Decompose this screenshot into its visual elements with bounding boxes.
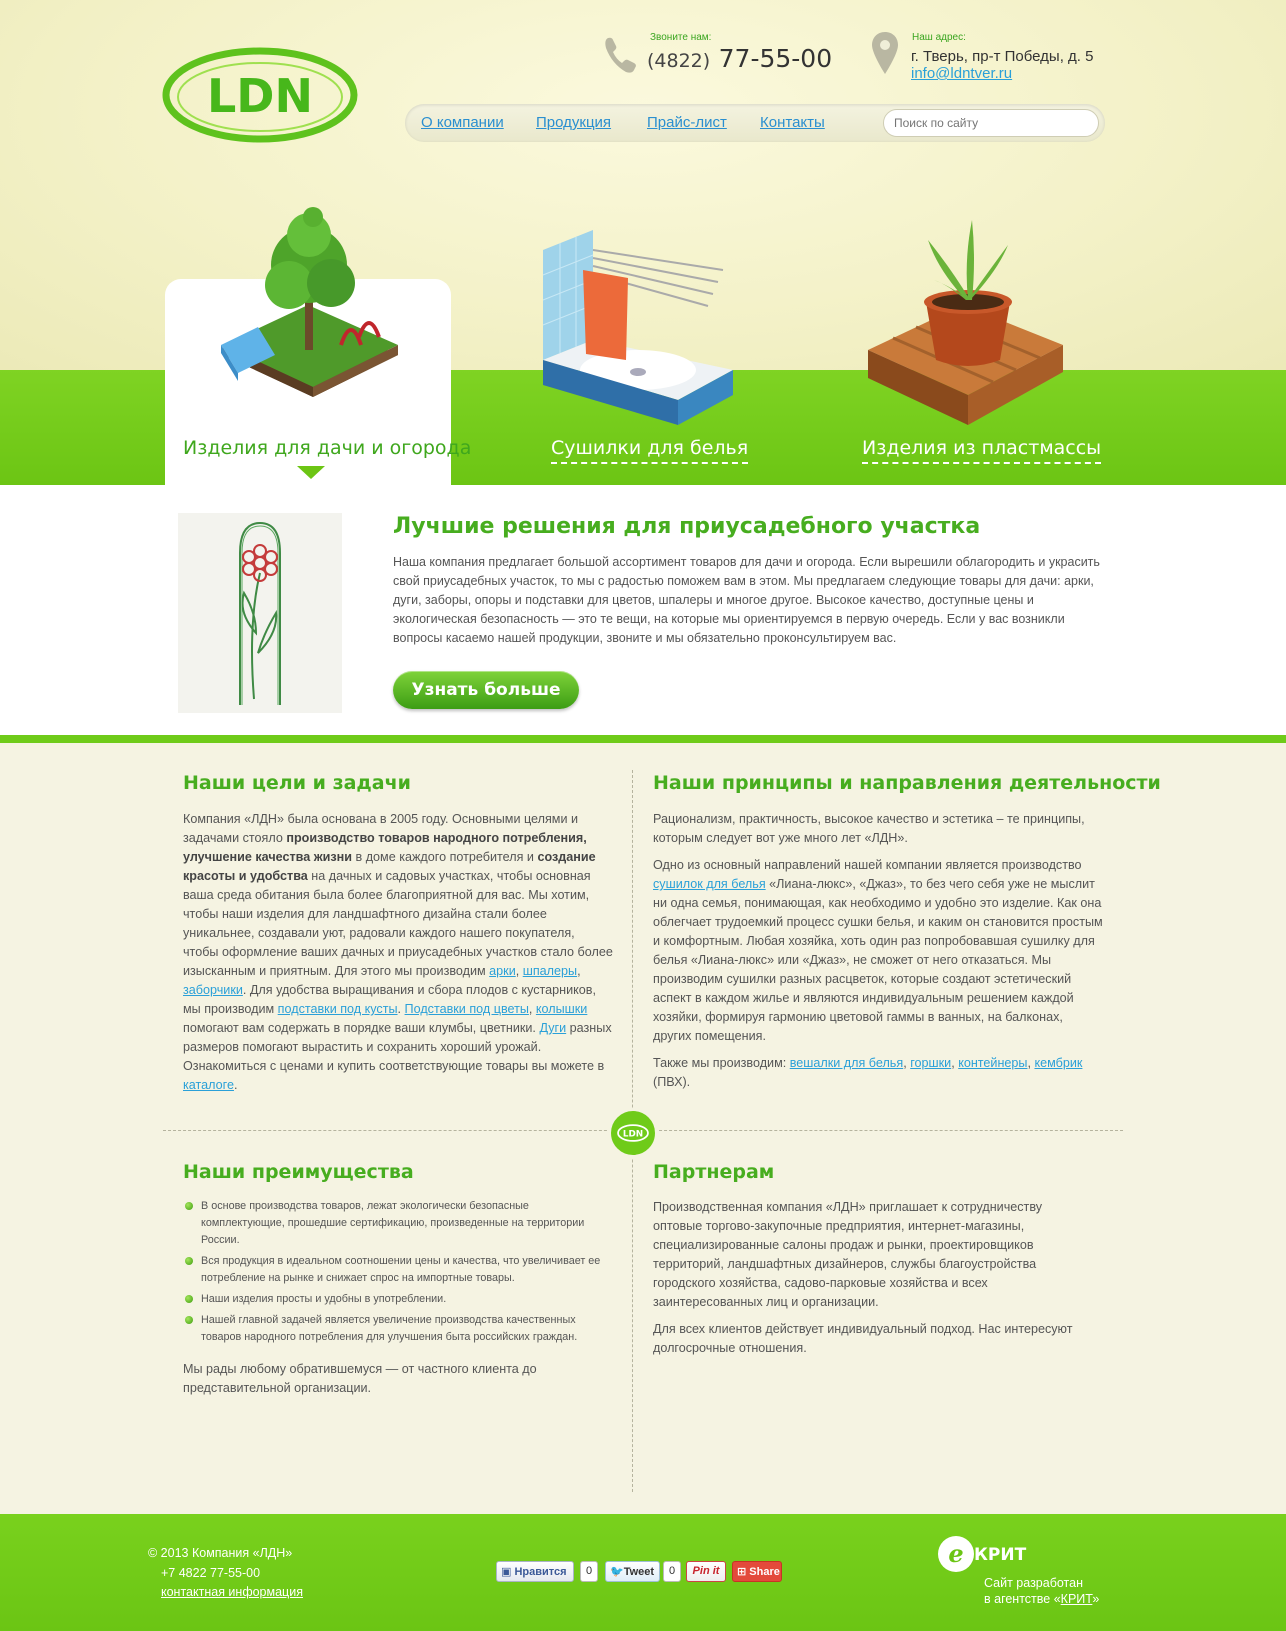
active-tab-arrow-icon [297,466,325,479]
address-label: Наш адрес: [912,32,966,43]
category-garden[interactable]: Изделия для дачи и огорода [183,437,472,459]
plastic-pot-image[interactable] [868,220,1068,425]
partners-title: Партнерам [653,1161,775,1183]
email-link[interactable]: info@ldntver.ru [911,65,1013,82]
link-bush-supports[interactable]: подставки под кусты [277,1002,398,1016]
phone-icon [600,32,640,76]
advantages-outro: Мы рады любому обратившемуся — от частного клиента до представительной организации. [183,1362,537,1395]
phone-label: Звоните нам: [650,32,712,43]
pinterest-button[interactable]: Pin it [686,1561,726,1582]
facebook-icon: ▣ [501,1566,515,1578]
list-item: Вся продукция в идеальном соотношении цены и качества, что увеличивает ее потребление на рынке и снижает спрос на импортные товары. [183,1253,613,1287]
goals-text: Компания «ЛДН» была основана в 2005 году. Основными целями и задачами стояло производство товаров народного потребления, улучшение качества жизни в доме каждого потребителя и создание красоты и удобства на дачных и садовых участках, чтобы основная ваша среда обитания была более благоприятной для вас. Мы хотим, чтобы наши изделия для ландшафтного дизайна стали более уникальнее, создавали уют, радовали каждого нашего покупателя, чтобы оформление ваших дачных и приусадебных участков стало более изысканным и приятным. Для этого мы производим арки, шпалеры, заборчики. Для удобства выращивания и сбора плодов с кустарников, мы производим подставки под кусты. Подставки под цветы, колышки помогают вам содержать в порядке ваши клумбы, цветники. Дуги разных размеров помогают вырастить и сохранить хороший урожай. Ознакомиться с ценами и купить соответствующие товары вы можете в каталоге. [183,812,613,1092]
badge-text: LDN [622,1129,644,1140]
nav-item-about[interactable]: О компании [421,114,504,131]
link-dryers[interactable]: сушилок для белья [653,877,766,891]
map-pin-icon [870,30,900,76]
bath-dryer-image[interactable] [538,230,738,425]
green-divider [0,735,1286,743]
bullet-icon [185,1316,193,1324]
link-stakes[interactable]: колышки [535,1002,588,1016]
principles-text: Рационализм, практичность, высокое качество и эстетика – те принципы, которым следует вот уже много лет «ЛДН». Одно из основный направлений нашей компании является производство сушилок для белья «Лиана-люкс», «Джаз», то без чего себя уже не мыслит ни одна семья, понимающая, как необходимо и удобно это изделие. Как она облегчает трудоемкий процесс сушки белья, и каким он становится простым и комфортным. Любая хозяйка, хоть один раз попробовавшая сушилку для белья «Лиана-люкс» или «Джаз», не сможет от него отказаться. Мы производим сушилки разных расцветок, которые создают эстетический аспект в каждом жилье и являются индивидуальным решением каждой хозяйки, формируя гармонию цветовой гаммы в ванных, на балконах, других помещения. Также мы производим: вешалки для белья, горшки, контейнеры, кембрик (ПВХ). [653,812,1103,1089]
main-nav [405,104,1105,142]
phone-number[interactable] [647,44,832,73]
footer-copyright: © 2013 Компания «ЛДН» [148,1546,293,1560]
list-item: Нашей главной задачей является увеличение производства качественных товаров народного потребления для улучшения быта российских граждан. [183,1312,613,1346]
trellis-flower-image[interactable] [178,513,342,713]
nav-item-contacts[interactable]: Контакты [760,114,825,131]
phone-main: 77-55-00 [718,44,833,73]
svg-text:e: e [948,1539,964,1568]
bullet-icon [185,1202,193,1210]
category-plastic[interactable]: Изделия из пластмассы [862,437,1101,464]
tweet-button[interactable]: 🐦Tweet [605,1561,660,1582]
footer-phone: +7 4822 77-55-00 [161,1566,261,1580]
advantages-title: Наши преимущества [183,1161,414,1183]
logo-text: LDN [207,69,313,123]
goals-title: Наши цели и задачи [183,772,411,794]
category-dryers[interactable]: Сушилки для белья [551,437,748,464]
nav-item-pricelist[interactable]: Прайс-лист [647,114,727,131]
developer-line-1: Сайт разработан [984,1576,1083,1590]
tweet-count: 0 [663,1561,681,1582]
krit-link[interactable]: КРИТ [1060,1592,1093,1606]
principles-title: Наши принципы и направления деятельности [653,772,1161,794]
krit-logo-text: КРИТ [974,1545,1027,1565]
phone-code: (4822) [647,50,711,72]
link-arches[interactable]: арки [489,964,516,978]
krit-logo[interactable] [936,1534,1046,1574]
link-containers[interactable]: контейнеры [958,1056,1028,1070]
link-catalog[interactable]: каталоге [183,1078,234,1092]
plus-icon: ⊞ [737,1566,750,1578]
developer-line-2: в агентстве «КРИТ» [984,1592,1100,1606]
ldn-badge-icon [608,1108,658,1158]
nav-item-products[interactable]: Продукция [536,114,612,131]
facebook-like-count: 0 [580,1561,598,1582]
ldn-logo[interactable] [160,45,360,145]
bullet-icon [185,1257,193,1265]
facebook-like-button[interactable]: ▣ Нравится [496,1561,574,1582]
search-input[interactable] [883,109,1099,137]
advantages-list [183,1198,613,1350]
list-item: В основе производства товаров, лежат экологически безопасные комплектующие, прошедшие сертификацию, произведенные на территории России. [183,1198,613,1249]
learn-more-button[interactable]: Узнать больше [393,671,579,709]
bullet-icon [185,1295,193,1303]
intro-title: Лучшие решения для приусадебного участка [393,514,981,539]
intro-text: Наша компания предлагает большой ассортимент товаров для дачи и огорода. Если вырешили облагородить и украсить свой приусадебных участок, то мы с радостью поможем вам в этом. Мы предлагаем следующие товары для дачи: арки, дуги, заборы, опоры и подставки для цветов, шпалеры и многое другое. Высокое качество, доступные цены и экологическая безопасность — это те вещи, на которые мы ориентируемся в первую очередь. Если у вас возникли вопросы касаемо нашей продукции, звоните и мы обязательно проконсультируем вас. [393,555,1100,645]
footer-contact-link[interactable]: контактная информация [161,1585,303,1599]
link-hangers[interactable]: вешалки для белья [789,1056,904,1070]
share-button[interactable]: ⊞ Share [732,1561,782,1582]
partners-text: Производственная компания «ЛДН» приглашает к сотрудничеству оптовые торгово-закупочные предприятия, интернет-магазины, специализированные салоны продаж и рынки, проектировщиков территорий, ландшафтных дизайнеров, службы благоустройства городского хозяйства, садово-парковые хозяйства и всех заинтересованных лиц и организации. Для всех клиентов действует индивидуальный подход. Нас интересуют долгосрочные отношения. [653,1200,1073,1355]
link-trellis[interactable]: шпалеры [522,964,578,978]
garden-island-image[interactable] [213,205,403,410]
link-cambric[interactable]: кембрик [1034,1056,1083,1070]
twitter-icon: 🐦 [610,1566,624,1578]
link-flower-stands[interactable]: Подставки под цветы [404,1002,529,1016]
link-pots[interactable]: горшки [910,1056,952,1070]
link-arcs[interactable]: Дуги [539,1021,567,1035]
list-item: Наши изделия просты и удобны в употреблении. [183,1291,613,1308]
address-text: г. Тверь, пр-т Победы, д. 5 [911,48,1094,65]
link-fences[interactable]: заборчики [183,983,243,997]
